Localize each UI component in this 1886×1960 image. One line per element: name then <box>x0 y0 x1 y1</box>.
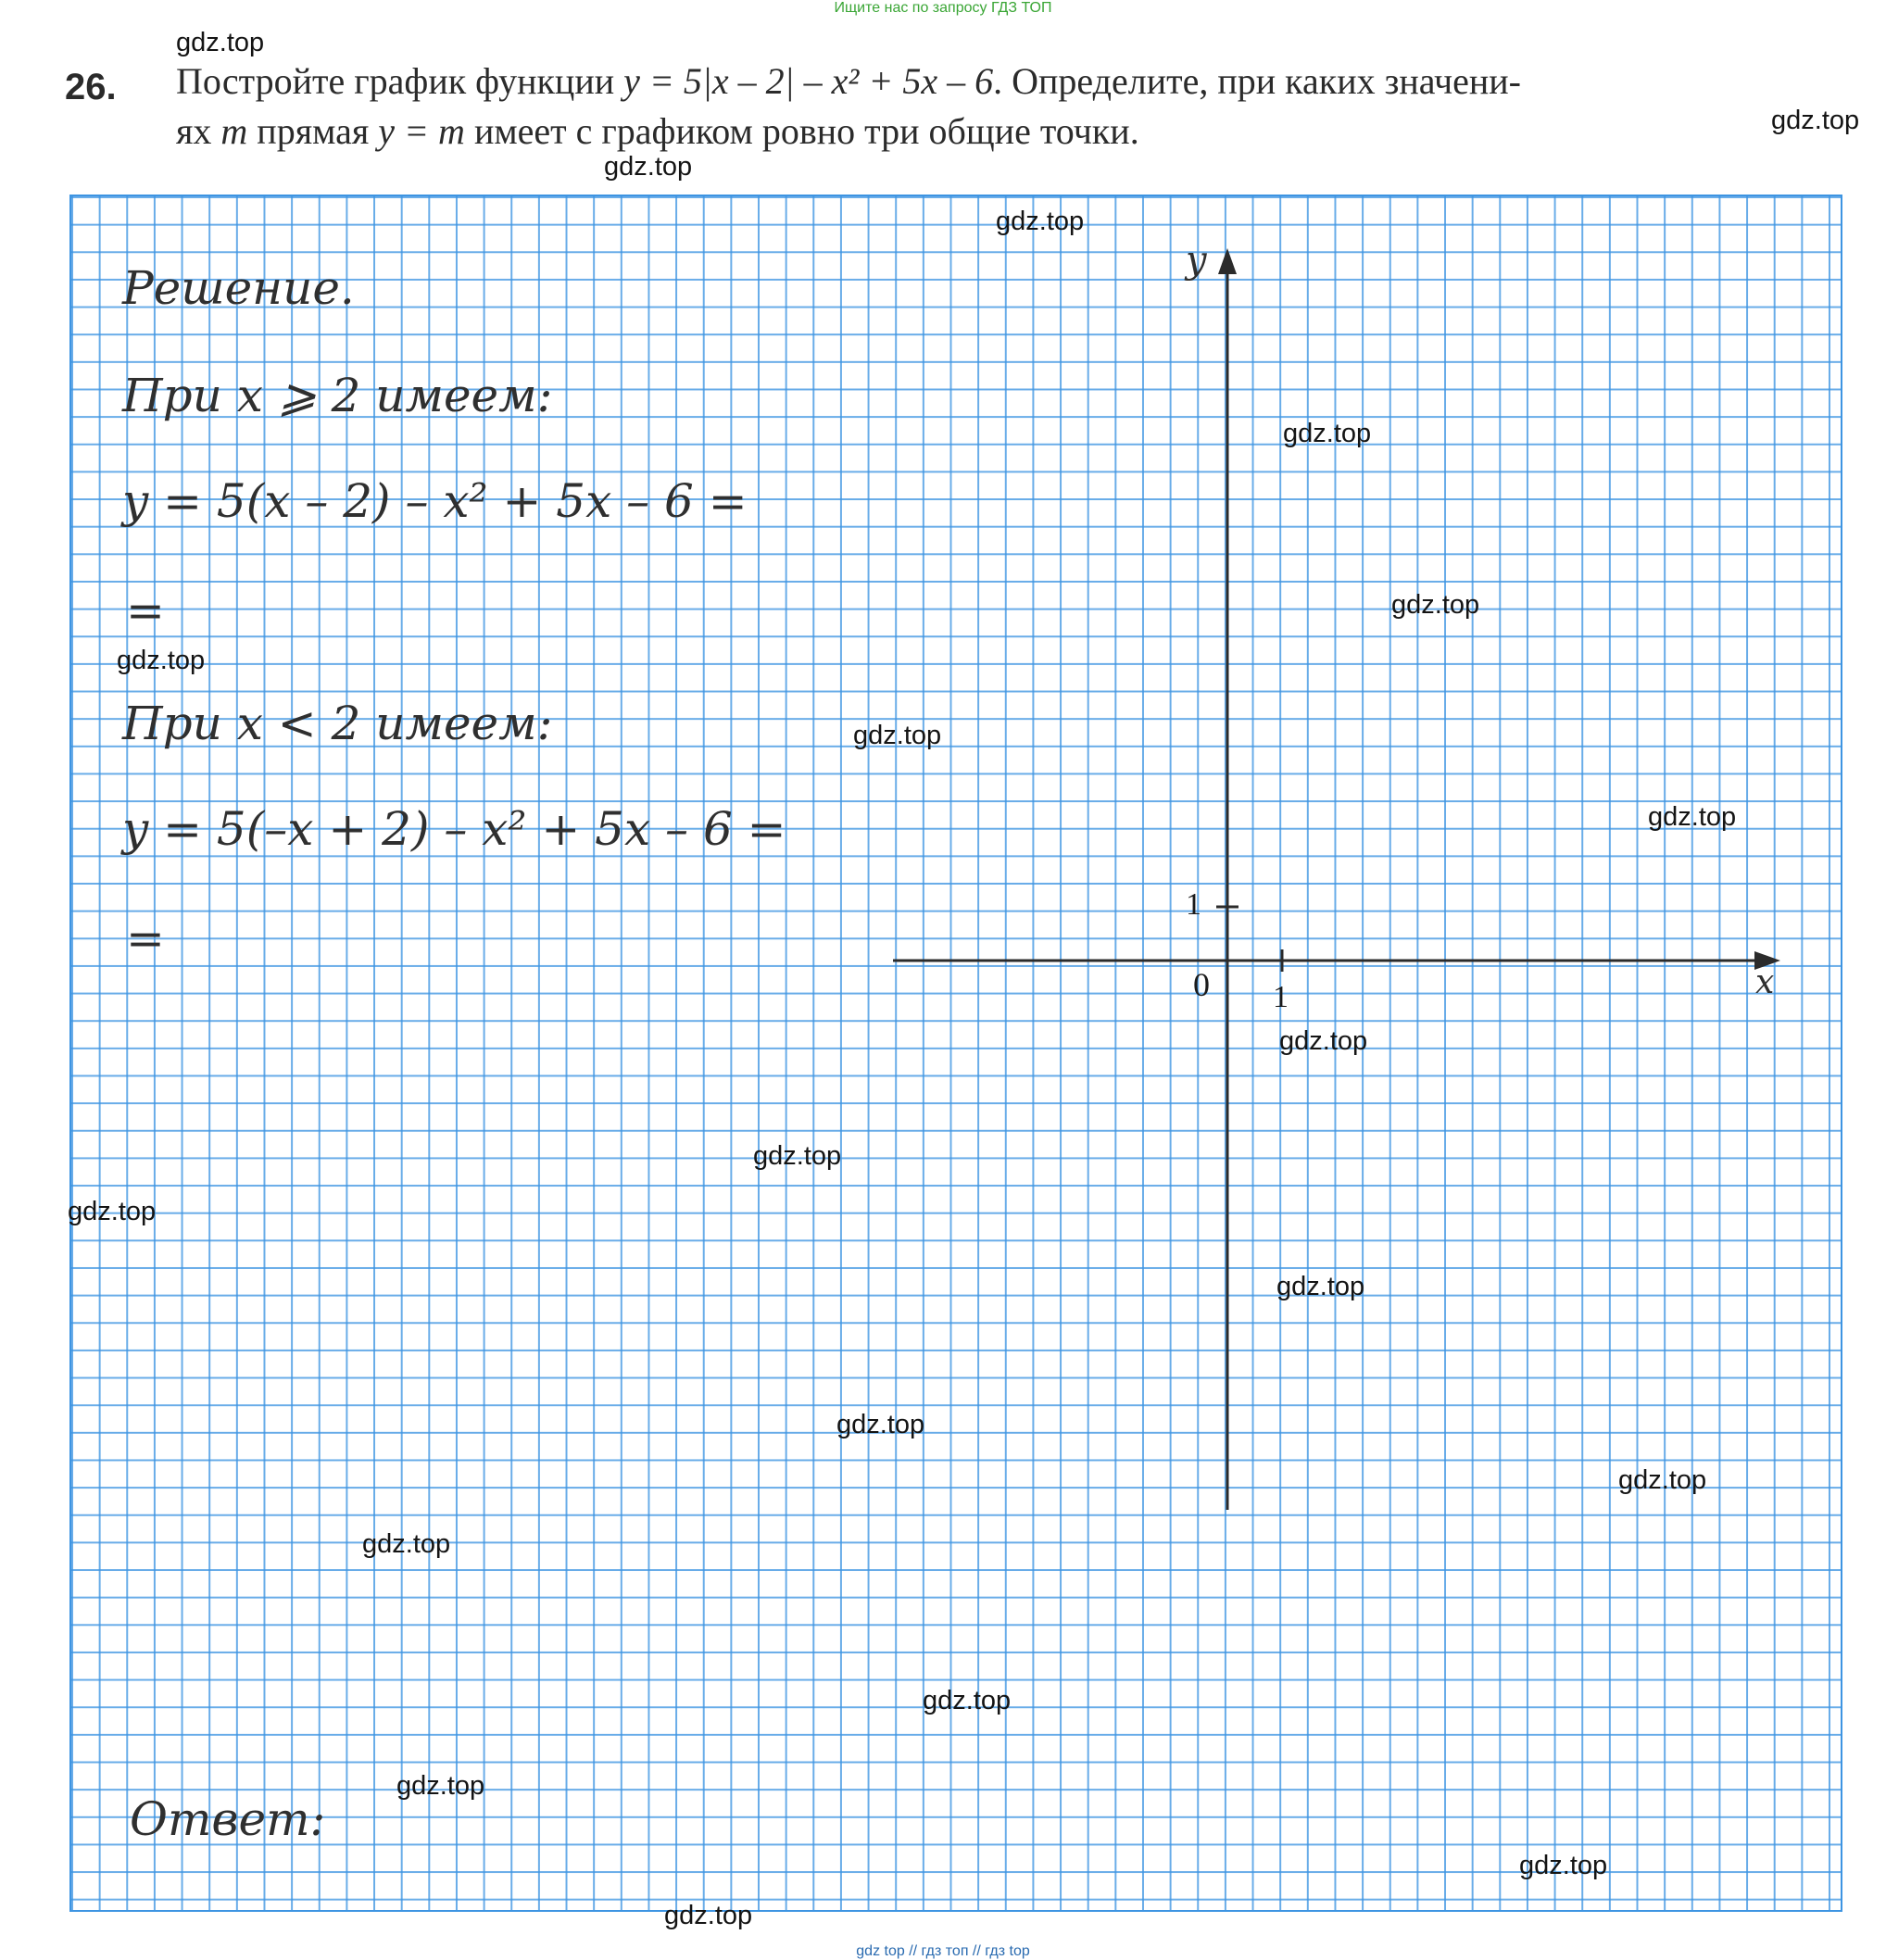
watermark: gdz.top <box>1648 802 1737 832</box>
case2-equals: = <box>126 911 165 965</box>
watermark: gdz.top <box>1519 1851 1608 1880</box>
case2-condition: При x < 2 имеем: <box>122 697 553 750</box>
watermark: gdz.top <box>836 1410 925 1439</box>
watermark: gdz.top <box>362 1529 451 1559</box>
watermark: gdz.top <box>604 152 693 182</box>
origin-label: 0 <box>1193 966 1210 1003</box>
watermark: gdz.top <box>1283 419 1372 448</box>
watermark: gdz.top <box>664 1901 753 1930</box>
task-number: 26. <box>65 67 117 107</box>
watermark: gdz.top <box>853 721 942 750</box>
watermark: gdz.top <box>117 646 206 675</box>
case2-equation: y = 5(–x + 2) – x² + 5x – 6 = <box>122 802 786 856</box>
x-axis-label: x <box>1755 963 1775 1001</box>
watermark: gdz.top <box>1618 1465 1707 1495</box>
case1-equals: = <box>126 584 165 637</box>
watermark: gdz.top <box>753 1141 842 1171</box>
task-line-1: Постройте график функции y = 5|x – 2| – x² + 5x – 6. Определите, при каких значени- <box>176 60 1521 102</box>
task-line-2: ях m прямая y = m имеет с графиком ровно три общие точки. <box>176 110 1139 152</box>
answer-label: Ответ: <box>130 1792 326 1846</box>
watermark: gdz.top <box>68 1197 157 1226</box>
watermark: gdz.top <box>1276 1272 1365 1301</box>
footer-links: gdz top // гдз топ // гдз top <box>856 1943 1030 1959</box>
watermark: gdz.top <box>176 28 265 57</box>
watermark: gdz.top <box>1391 590 1480 620</box>
watermark: gdz.top <box>923 1686 1012 1715</box>
case1-equation: y = 5(x – 2) – x² + 5x – 6 = <box>122 474 748 528</box>
y-unit-label: 1 <box>1186 887 1201 922</box>
watermark: gdz.top <box>1771 106 1860 135</box>
case1-condition: При x ⩾ 2 имеем: <box>122 369 553 422</box>
top-banner: Ищите нас по запросу ГДЗ ТОП <box>834 0 1052 16</box>
y-axis-arrow <box>1218 248 1237 274</box>
y-axis-label: y <box>1186 239 1207 282</box>
watermark: gdz.top <box>1279 1026 1368 1056</box>
watermark: gdz.top <box>396 1771 485 1801</box>
watermark: gdz.top <box>996 207 1085 236</box>
x-unit-label: 1 <box>1273 980 1289 1014</box>
solution-heading: Решение. <box>122 261 355 315</box>
